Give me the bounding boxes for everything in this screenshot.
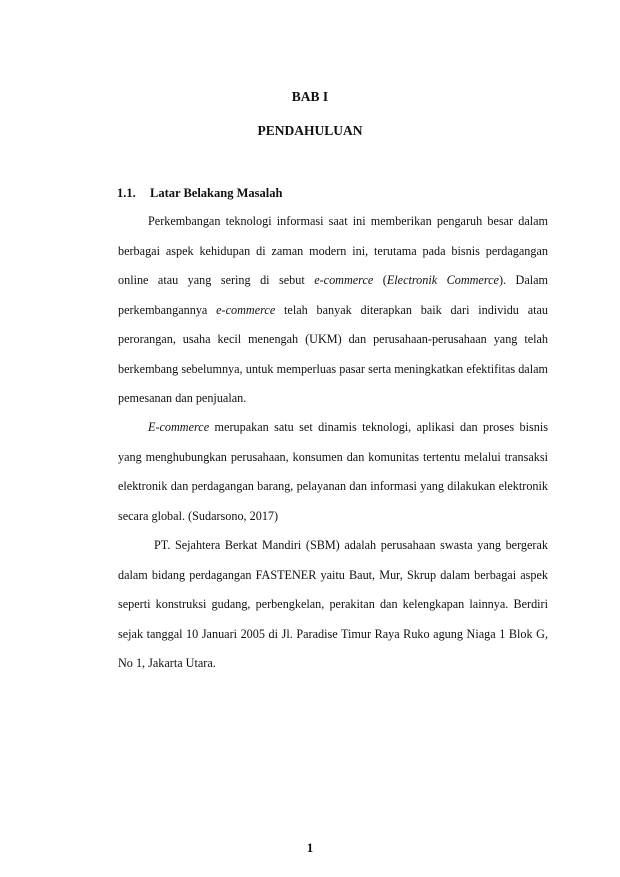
paragraph-2: [118, 413, 548, 531]
italic-term: e-commerce: [216, 302, 276, 317]
chapter-number: BAB I: [291, 89, 329, 104]
section-number: 1.1.: [117, 186, 136, 200]
text-run: (: [373, 273, 387, 287]
paragraph-text: [118, 531, 548, 679]
section-title: Latar Belakang Masalah: [150, 186, 283, 200]
text-run: merupakan satu set dinamis teknologi, aplikasi dan proses bisnis yang menghubungkan perusahaan, konsumen dan komunitas tertentu melalui transaksi elektronik dan perdagangan barang, pelayanan dan informasi yang dilakukan elektronik secara global. (Sudarsono, 2017): [118, 420, 548, 523]
chapter-title: PENDAHULUAN: [257, 123, 363, 138]
text-run: Perkembangan teknologi informasi saat ini memberikan pengaruh besar dalam berbagai aspek kehidupan di zaman modern ini, terutama pada bisnis perdagangan online atau yang sering di sebut: [118, 214, 548, 287]
section-heading: [117, 186, 282, 201]
text-run: ). Dalam perkembangannya: [118, 273, 549, 317]
italic-term: e-commerce: [314, 273, 374, 287]
text-run: telah banyak diterapkan baik dari individu atau perorangan, usaha kecil menengah (UKM) dan perusahaan-perusahaan yang telah berkembang sebelumnya, untuk memperluas pasar serta meningkatkan efektifitas dalam pemesanan dan penjualan.: [118, 302, 548, 405]
paragraph-1: [118, 207, 548, 414]
paragraph-text: [118, 207, 548, 414]
page-number: 1: [306, 840, 314, 855]
italic-term: E-commerce: [148, 420, 210, 434]
paragraph-text: [118, 413, 548, 531]
italic-term: Electronik Commerce: [386, 273, 499, 287]
text-run: PT. Sejahtera Berkat Mandiri (SBM) adalah perusahaan swasta yang bergerak dalam bidang perdagangan FASTENER yaitu Baut, Mur, Skrup dalam berbagai aspek seperti konstruksi gudang, perbengkelan, perakitan dan kelengkapan lainnya. Berdiri sejak tanggal 10 Januari 2005 di Jl. Paradise Timur Raya Ruko agung Niaga 1 Blok G, No 1, Jakarta Utara.: [118, 538, 548, 670]
paragraph-3: [118, 531, 548, 679]
